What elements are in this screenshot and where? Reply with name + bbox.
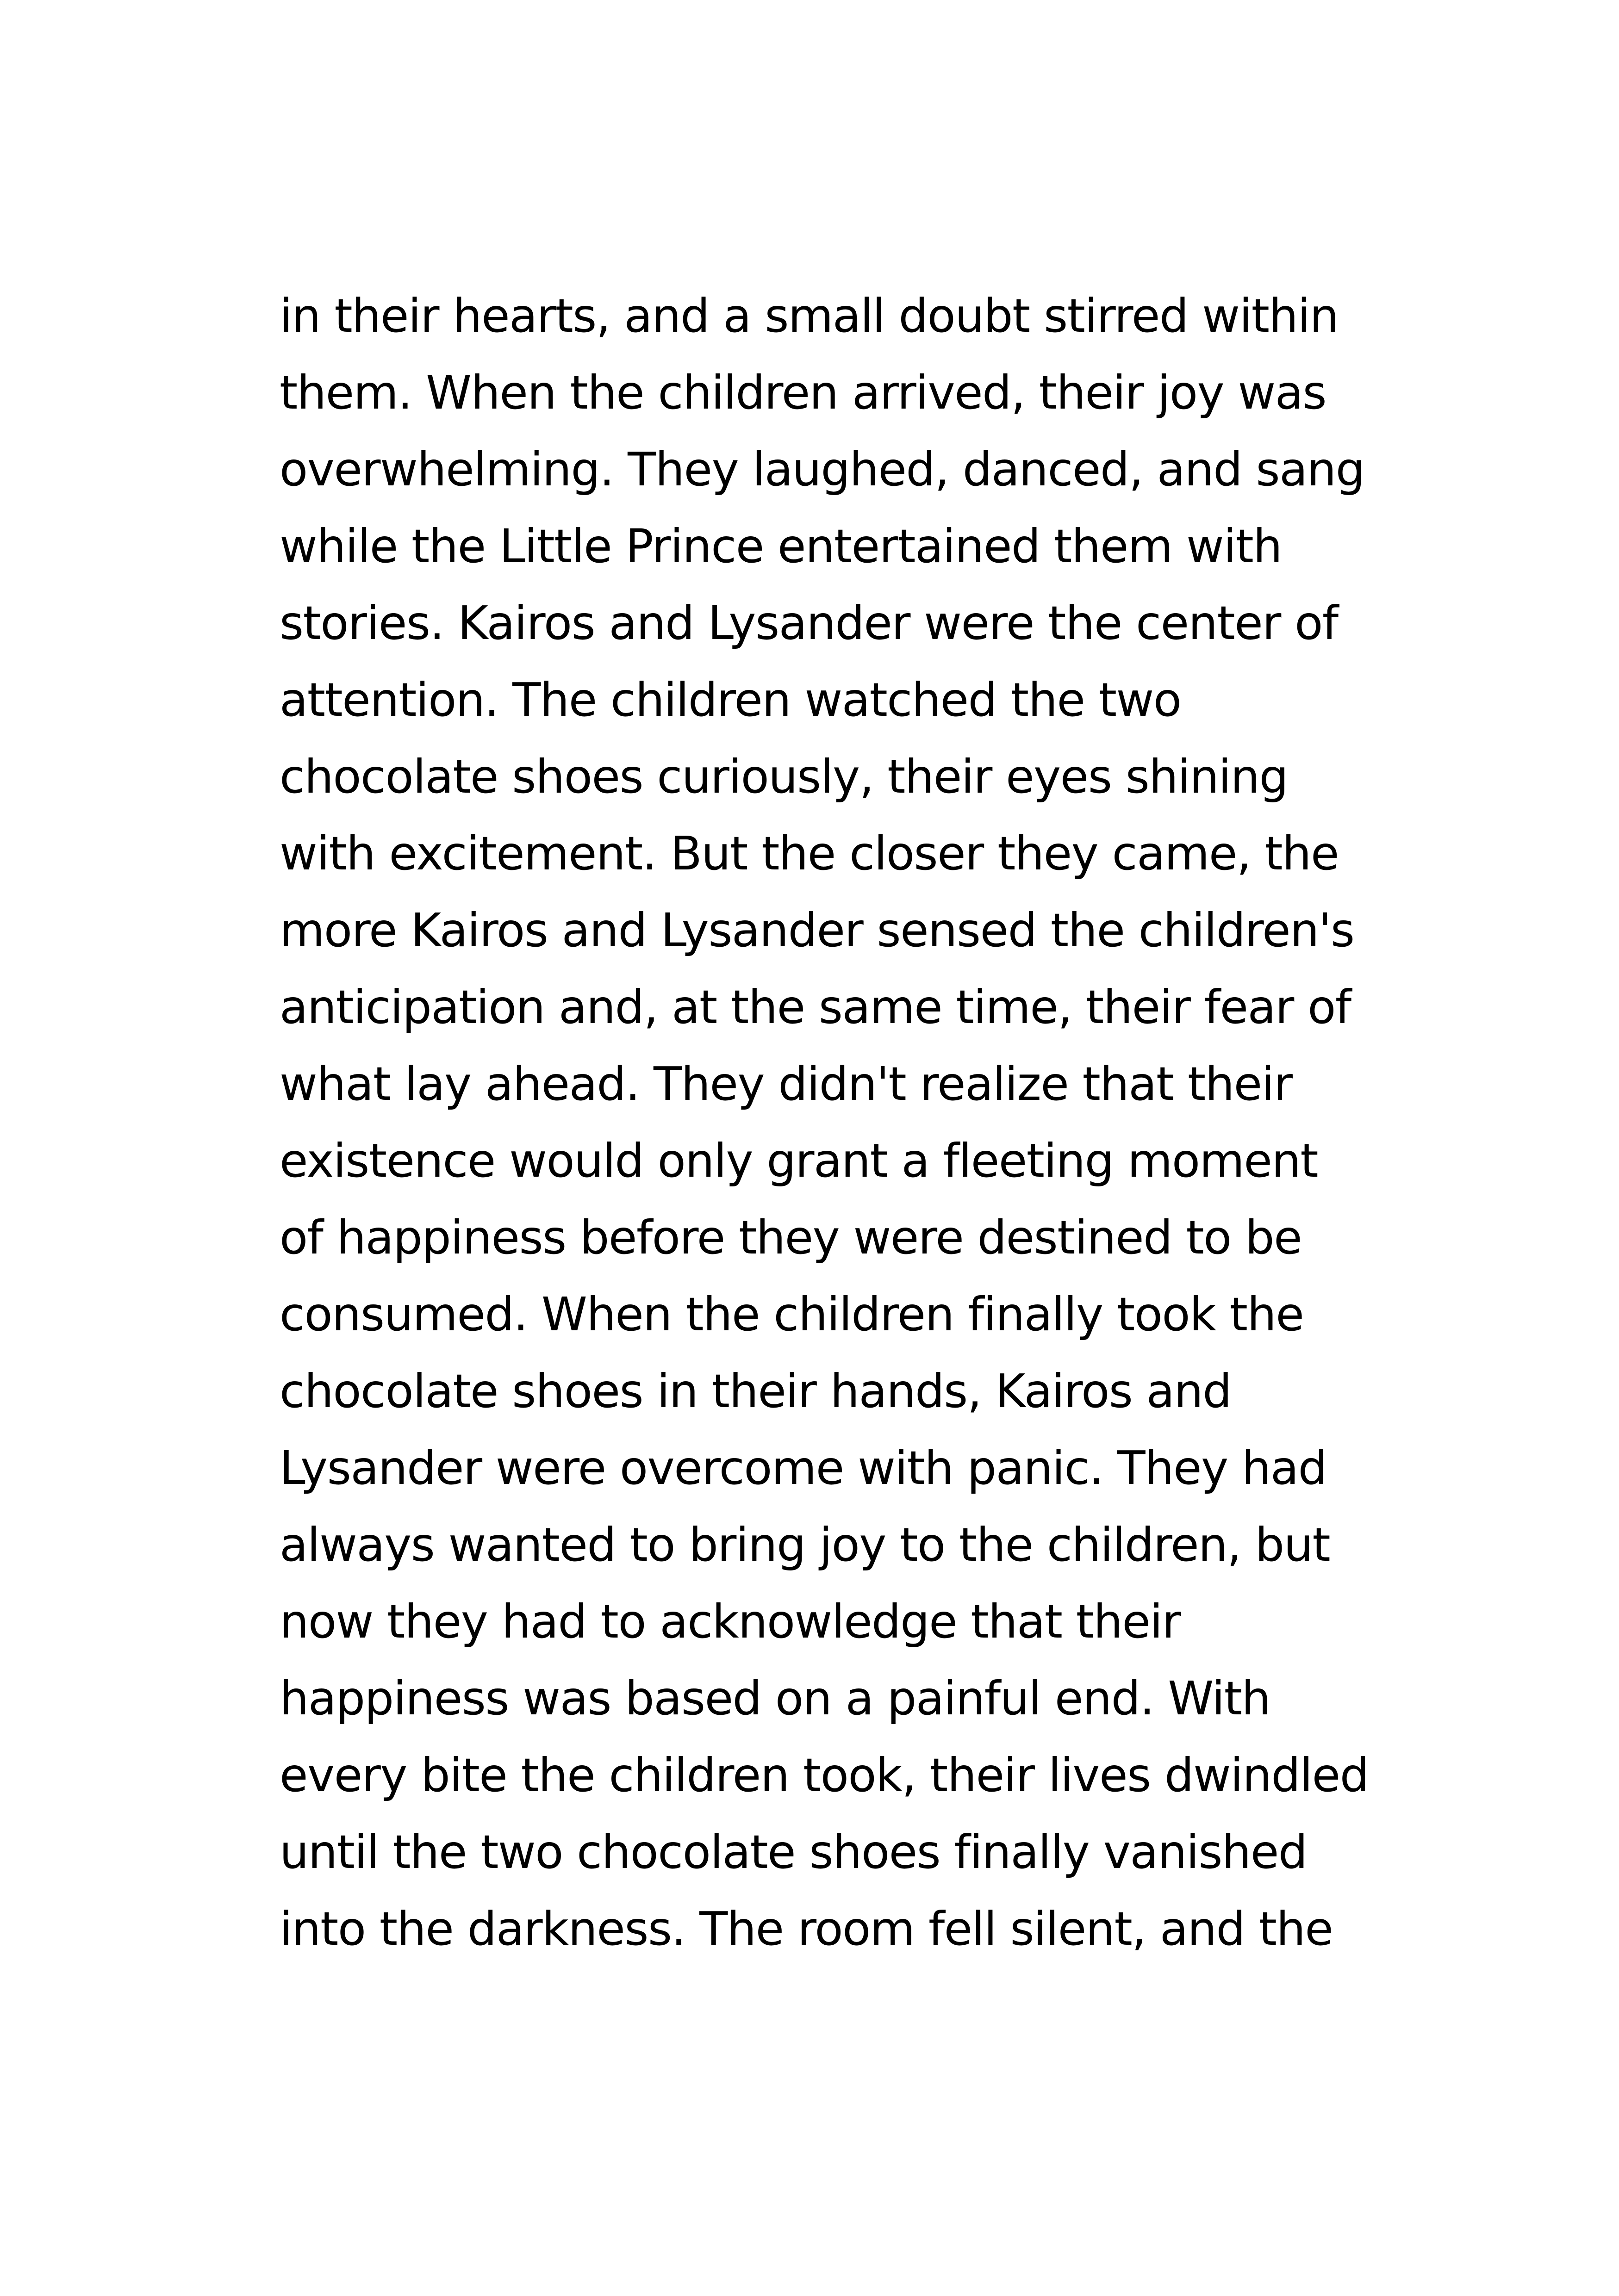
text-line: into the darkness. The room fell silent, and the: [280, 1902, 1333, 1956]
text-line: in their hearts, and a small doubt stirred within: [280, 289, 1339, 343]
text-line: always wanted to bring joy to the children, but: [280, 1518, 1330, 1572]
text-line: of happiness before they were destined to be: [280, 1210, 1302, 1265]
text-line: while the Little Prince entertained them with: [280, 519, 1282, 573]
text-line: stories. Kairos and Lysander were the center of: [280, 596, 1338, 650]
text-line: now they had to acknowledge that their: [280, 1595, 1181, 1649]
text-line: consumed. When the children finally took the: [280, 1287, 1304, 1341]
text-line: until the two chocolate shoes finally vanished: [280, 1825, 1307, 1879]
text-line: them. When the children arrived, their joy was: [280, 366, 1326, 420]
text-line: more Kairos and Lysander sensed the children's: [280, 903, 1354, 957]
text-line: attention. The children watched the two: [280, 673, 1181, 727]
text-line: with excitement. But the closer they came, the: [280, 826, 1339, 881]
text-line: chocolate shoes in their hands, Kairos and: [280, 1364, 1232, 1418]
text-line: every bite the children took, their lives dwindled: [280, 1748, 1369, 1802]
text-line: existence would only grant a fleeting moment: [280, 1134, 1318, 1188]
text-line: anticipation and, at the same time, their fear of: [280, 980, 1351, 1034]
body-text: [280, 278, 1390, 1967]
text-line: happiness was based on a painful end. With: [280, 1671, 1270, 1725]
text-line: what lay ahead. They didn't realize that their: [280, 1057, 1292, 1111]
text-line: chocolate shoes curiously, their eyes shining: [280, 750, 1288, 804]
text-line: Lysander were overcome with panic. They had: [280, 1441, 1327, 1495]
text-line: overwhelming. They laughed, danced, and sang: [280, 442, 1364, 496]
